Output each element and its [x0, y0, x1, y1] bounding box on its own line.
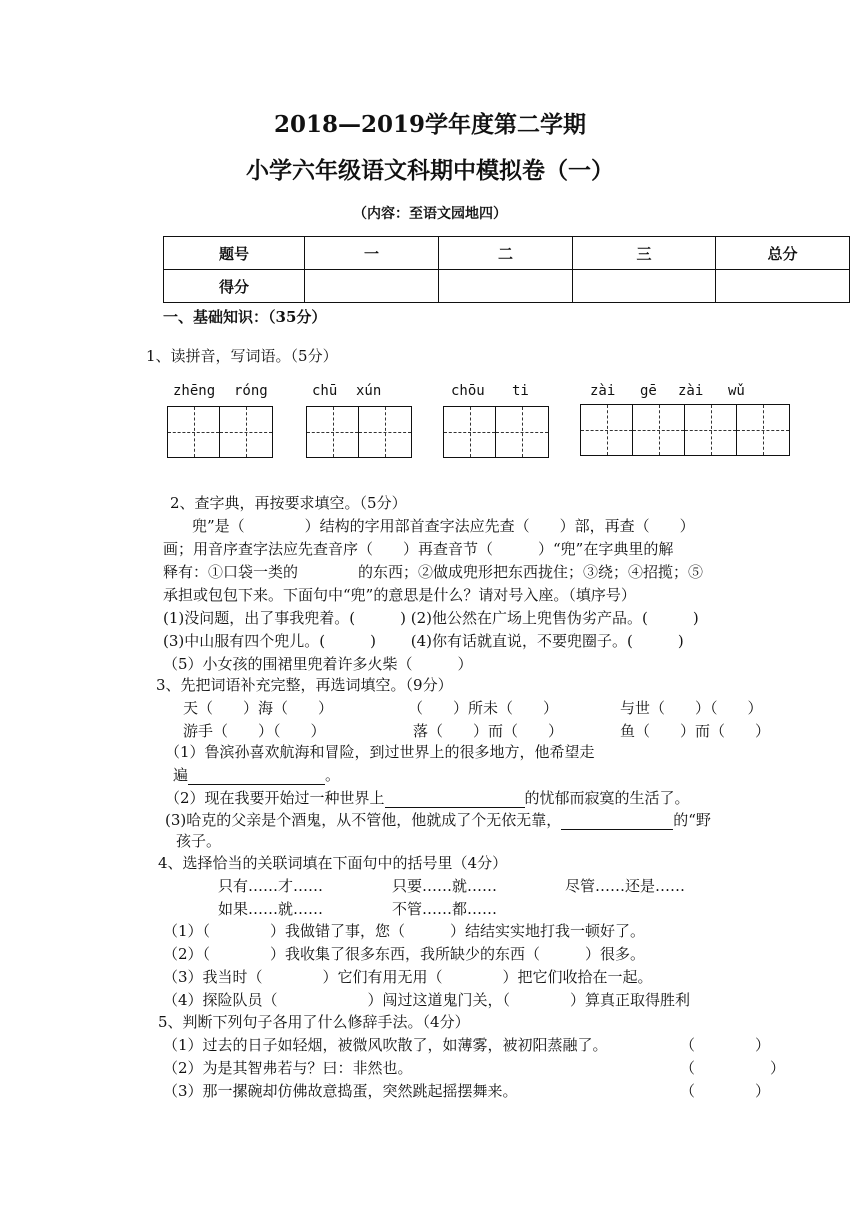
- pinyin-label: zhēng: [173, 383, 216, 399]
- sentence-text: (3)哈克的父亲是个酒鬼，从不管他，他就成了个无依无靠，: [165, 811, 562, 829]
- writing-box[interactable]: [633, 405, 685, 455]
- writing-box[interactable]: [581, 405, 633, 455]
- writing-box[interactable]: [168, 407, 220, 457]
- idiom-blank: 落（ ）而（ ）: [413, 722, 564, 740]
- idiom-blank: 游手（ ）（ ）: [183, 722, 326, 740]
- question-5-item: （2）为是其智弗若与？曰：非然也。: [163, 1059, 413, 1077]
- score-table: [163, 236, 850, 303]
- writing-box[interactable]: [496, 407, 548, 457]
- question-4-item: （2）（ ）我收集了很多东西，我所缺少的东西（ ）很多。: [163, 945, 646, 963]
- sentence-text: 的忧郁而寂寞的生活了。: [524, 789, 690, 807]
- writing-box[interactable]: [737, 405, 789, 455]
- question-3-sentence: [173, 764, 340, 785]
- score-input-cell[interactable]: [716, 270, 850, 303]
- question-3-sentence: （1）鲁滨孙喜欢航海和冒险，到过世界上的很多地方，他希望走: [165, 743, 595, 761]
- sentence-text: （2）现在我要开始过一种世界上: [165, 789, 385, 807]
- question-2-line: 画；用音序查字法应先查音序（ ）再查音节（ ）“兜”在字典里的解: [163, 540, 674, 558]
- question-4-item: （3）我当时（ ）它们有用无用（ ）把它们收拾在一起。: [163, 968, 653, 986]
- question-2-line: (3)中山服有四个兜儿。( ) (4)你有话就直说，不要兜圈子。( ): [163, 632, 684, 650]
- question-2-title: 2、查字典，再按要求填空。（5分）: [170, 494, 407, 512]
- exam-subtitle: （内容：至语文园地四）: [353, 206, 507, 222]
- answer-blank[interactable]: [188, 769, 325, 785]
- idiom-blank: （ ）所未（ ）: [408, 699, 559, 717]
- question-1-title: 1、读拼音，写词语。（5分）: [146, 347, 338, 365]
- writing-grid: [443, 406, 549, 458]
- pinyin-label: gē: [640, 383, 657, 399]
- question-3-sentence: [165, 787, 690, 808]
- conjunction-option: 如果……就……: [218, 900, 324, 918]
- pinyin-label: xún: [356, 383, 382, 399]
- writing-box[interactable]: [685, 405, 737, 455]
- writing-grid: [167, 406, 273, 458]
- pinyin-label: zài: [590, 383, 616, 399]
- idiom-blank: 与世（ ）（ ）: [620, 699, 763, 717]
- writing-box[interactable]: [444, 407, 496, 457]
- exam-title-line2: 小学六年级语文科期中模拟卷（一）: [246, 157, 614, 184]
- question-5-item: （3）那一摞碗却仿佛故意捣蛋，突然跳起摇摆舞来。: [163, 1082, 518, 1100]
- score-header-cell: 三: [573, 237, 716, 270]
- writing-box[interactable]: [307, 407, 359, 457]
- score-input-cell[interactable]: [305, 270, 439, 303]
- question-5-title: 5、判断下列句子各用了什么修辞手法。（4分）: [158, 1013, 470, 1031]
- answer-blank[interactable]: [561, 814, 673, 830]
- answer-blank[interactable]: （ ）: [680, 1082, 771, 1100]
- question-2-line: （5）小女孩的围裙里兜着许多火柴（ ）: [163, 655, 473, 673]
- exam-title-line1: 2018—2019学年度第二学期: [273, 111, 587, 138]
- question-2-line: (1)没问题，出了事我兜着。( ) (2)他公然在广场上兜售伪劣产品。( ): [163, 609, 699, 627]
- question-2-line: 承担或包包下来。下面句中“兜”的意思是什么？请对号入座。（填序号）: [163, 586, 636, 604]
- pinyin-label: ti: [512, 383, 529, 399]
- score-header-cell: 总分: [716, 237, 850, 270]
- pinyin-label: chōu: [451, 383, 485, 399]
- question-2-line: 兜”是（ ）结构的字用部首查字法应先查（ ）部，再查（ ）: [192, 517, 695, 535]
- answer-blank[interactable]: （ ）: [680, 1059, 786, 1077]
- score-header-cell: 二: [439, 237, 573, 270]
- score-header-cell: 一: [305, 237, 439, 270]
- section-heading: 一、基础知识：（35分）: [163, 308, 327, 326]
- conjunction-option: 不管……都……: [392, 900, 498, 918]
- answer-blank[interactable]: [385, 792, 525, 808]
- conjunction-option: 只要……就……: [392, 877, 498, 895]
- conjunction-option: 只有……才……: [218, 877, 324, 895]
- question-3-title: 3、先把词语补充完整，再选词填空。（9分）: [156, 676, 453, 694]
- idiom-blank: 天（ ）海（ ）: [183, 699, 334, 717]
- writing-grid: [306, 406, 412, 458]
- pinyin-label: zài: [678, 383, 704, 399]
- score-header-cell: 题号: [164, 237, 305, 270]
- conjunction-option: 尽管……还是……: [565, 877, 686, 895]
- pinyin-label: chū: [312, 383, 338, 399]
- score-table-header-row: [164, 237, 850, 270]
- pinyin-label: róng: [234, 383, 268, 399]
- question-4-item: （4）探险队员（ ）闯过这道鬼门关，（ ）算真正取得胜利: [163, 991, 691, 1009]
- sentence-text: 。: [325, 766, 341, 784]
- score-input-cell[interactable]: [439, 270, 573, 303]
- question-4-title: 4、选择恰当的关联词填在下面句中的括号里（4分）: [158, 854, 508, 872]
- question-4-item: （1）（ ）我做错了事，您（ ）结结实实地打我一顿好了。: [163, 922, 646, 940]
- score-row-label: 得分: [164, 270, 305, 303]
- sentence-text: 遍: [173, 766, 189, 784]
- sentence-text: 的“野: [673, 811, 711, 829]
- answer-blank[interactable]: （ ）: [680, 1036, 771, 1054]
- writing-box[interactable]: [359, 407, 411, 457]
- idiom-blank: 鱼（ ）而（ ）: [620, 722, 771, 740]
- question-5-item: （1）过去的日子如轻烟，被微风吹散了，如薄雾，被初阳蒸融了。: [163, 1036, 608, 1054]
- question-2-line: 释有：①口袋一类的 的东西；②做成兜形把东西拢住；③绕；④招揽；⑤: [163, 563, 704, 581]
- score-table-score-row: [164, 270, 850, 303]
- question-3-sentence: 孩子。: [176, 832, 222, 850]
- pinyin-label: wǔ: [728, 383, 745, 399]
- score-input-cell[interactable]: [573, 270, 716, 303]
- question-3-sentence: [165, 809, 711, 830]
- writing-grid: [580, 404, 790, 456]
- writing-box[interactable]: [220, 407, 272, 457]
